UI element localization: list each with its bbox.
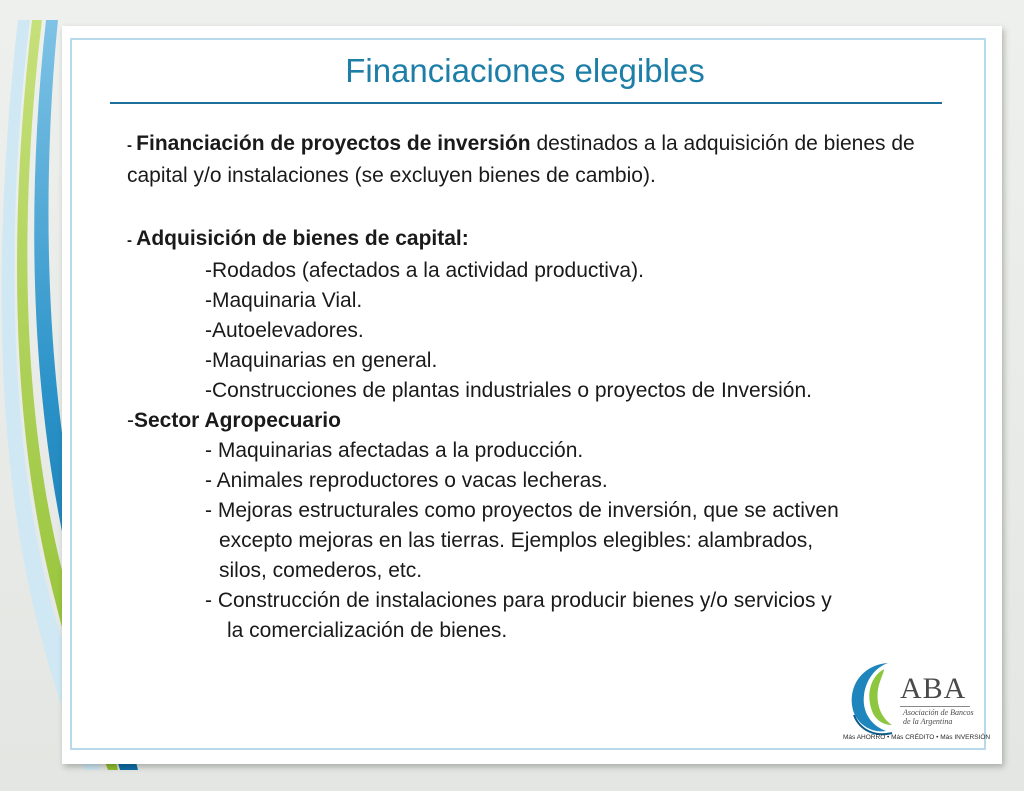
list-item-continuation: la comercialización de bienes. [227, 619, 508, 642]
list-item: -Construcciones de plantas industriales o proyectos de Inversión. [205, 379, 812, 402]
list-item-continuation: silos, comederos, etc. [219, 559, 423, 582]
paragraph-heading-adquisicion [127, 224, 977, 256]
list-item: -Rodados (afectados a la actividad productiva). [205, 259, 644, 282]
list-item: -Autoelevadores. [205, 319, 364, 342]
logo-full-name [903, 708, 983, 726]
paragraph-heading: Sector Agropecuario [134, 409, 341, 432]
bullet-dash: - [127, 409, 134, 432]
slide-title: Financiaciones elegibles [345, 52, 705, 89]
bullet-dash: - [127, 232, 137, 249]
paragraph-heading: Adquisición de bienes de capital: [136, 227, 469, 250]
slide-body [127, 129, 977, 646]
paragraph-financiacion [127, 129, 977, 191]
paragraph-heading-agropecuario [127, 406, 977, 436]
title-underline [110, 102, 942, 104]
logo-tagline: Más AHORRO • Más CRÉDITO • Más INVERSIÓN [843, 734, 991, 741]
logo-name-line: Asociación de Bancos [903, 708, 974, 717]
logo-divider [900, 706, 970, 707]
list-item: - Animales reproductores o vacas lecheras. [205, 469, 608, 492]
list-item: - Mejoras estructurales como proyectos de inversión, que se activen [205, 499, 839, 522]
list-item: -Maquinaria Vial. [205, 289, 363, 312]
paragraph-text: destinados a la adquisición de bienes de capital y/o instalaciones (se excluyen bienes de cambio). [127, 132, 915, 187]
list-item: - Construcción de instalaciones para producir bienes y/o servicios y [205, 589, 832, 612]
paragraph-heading: Financiación de proyectos de inversión [136, 132, 531, 155]
bullet-dash: - [127, 137, 137, 154]
logo-name-line: de la Argentina [903, 717, 953, 726]
logo-abbreviation: ABA [900, 672, 967, 705]
list-item: -Maquinarias en general. [205, 349, 438, 372]
list-item: - Maquinarias afectadas a la producción. [205, 439, 584, 462]
list-item-continuation: excepto mejoras en las tierras. Ejemplos elegibles: alambrados, [219, 529, 814, 552]
